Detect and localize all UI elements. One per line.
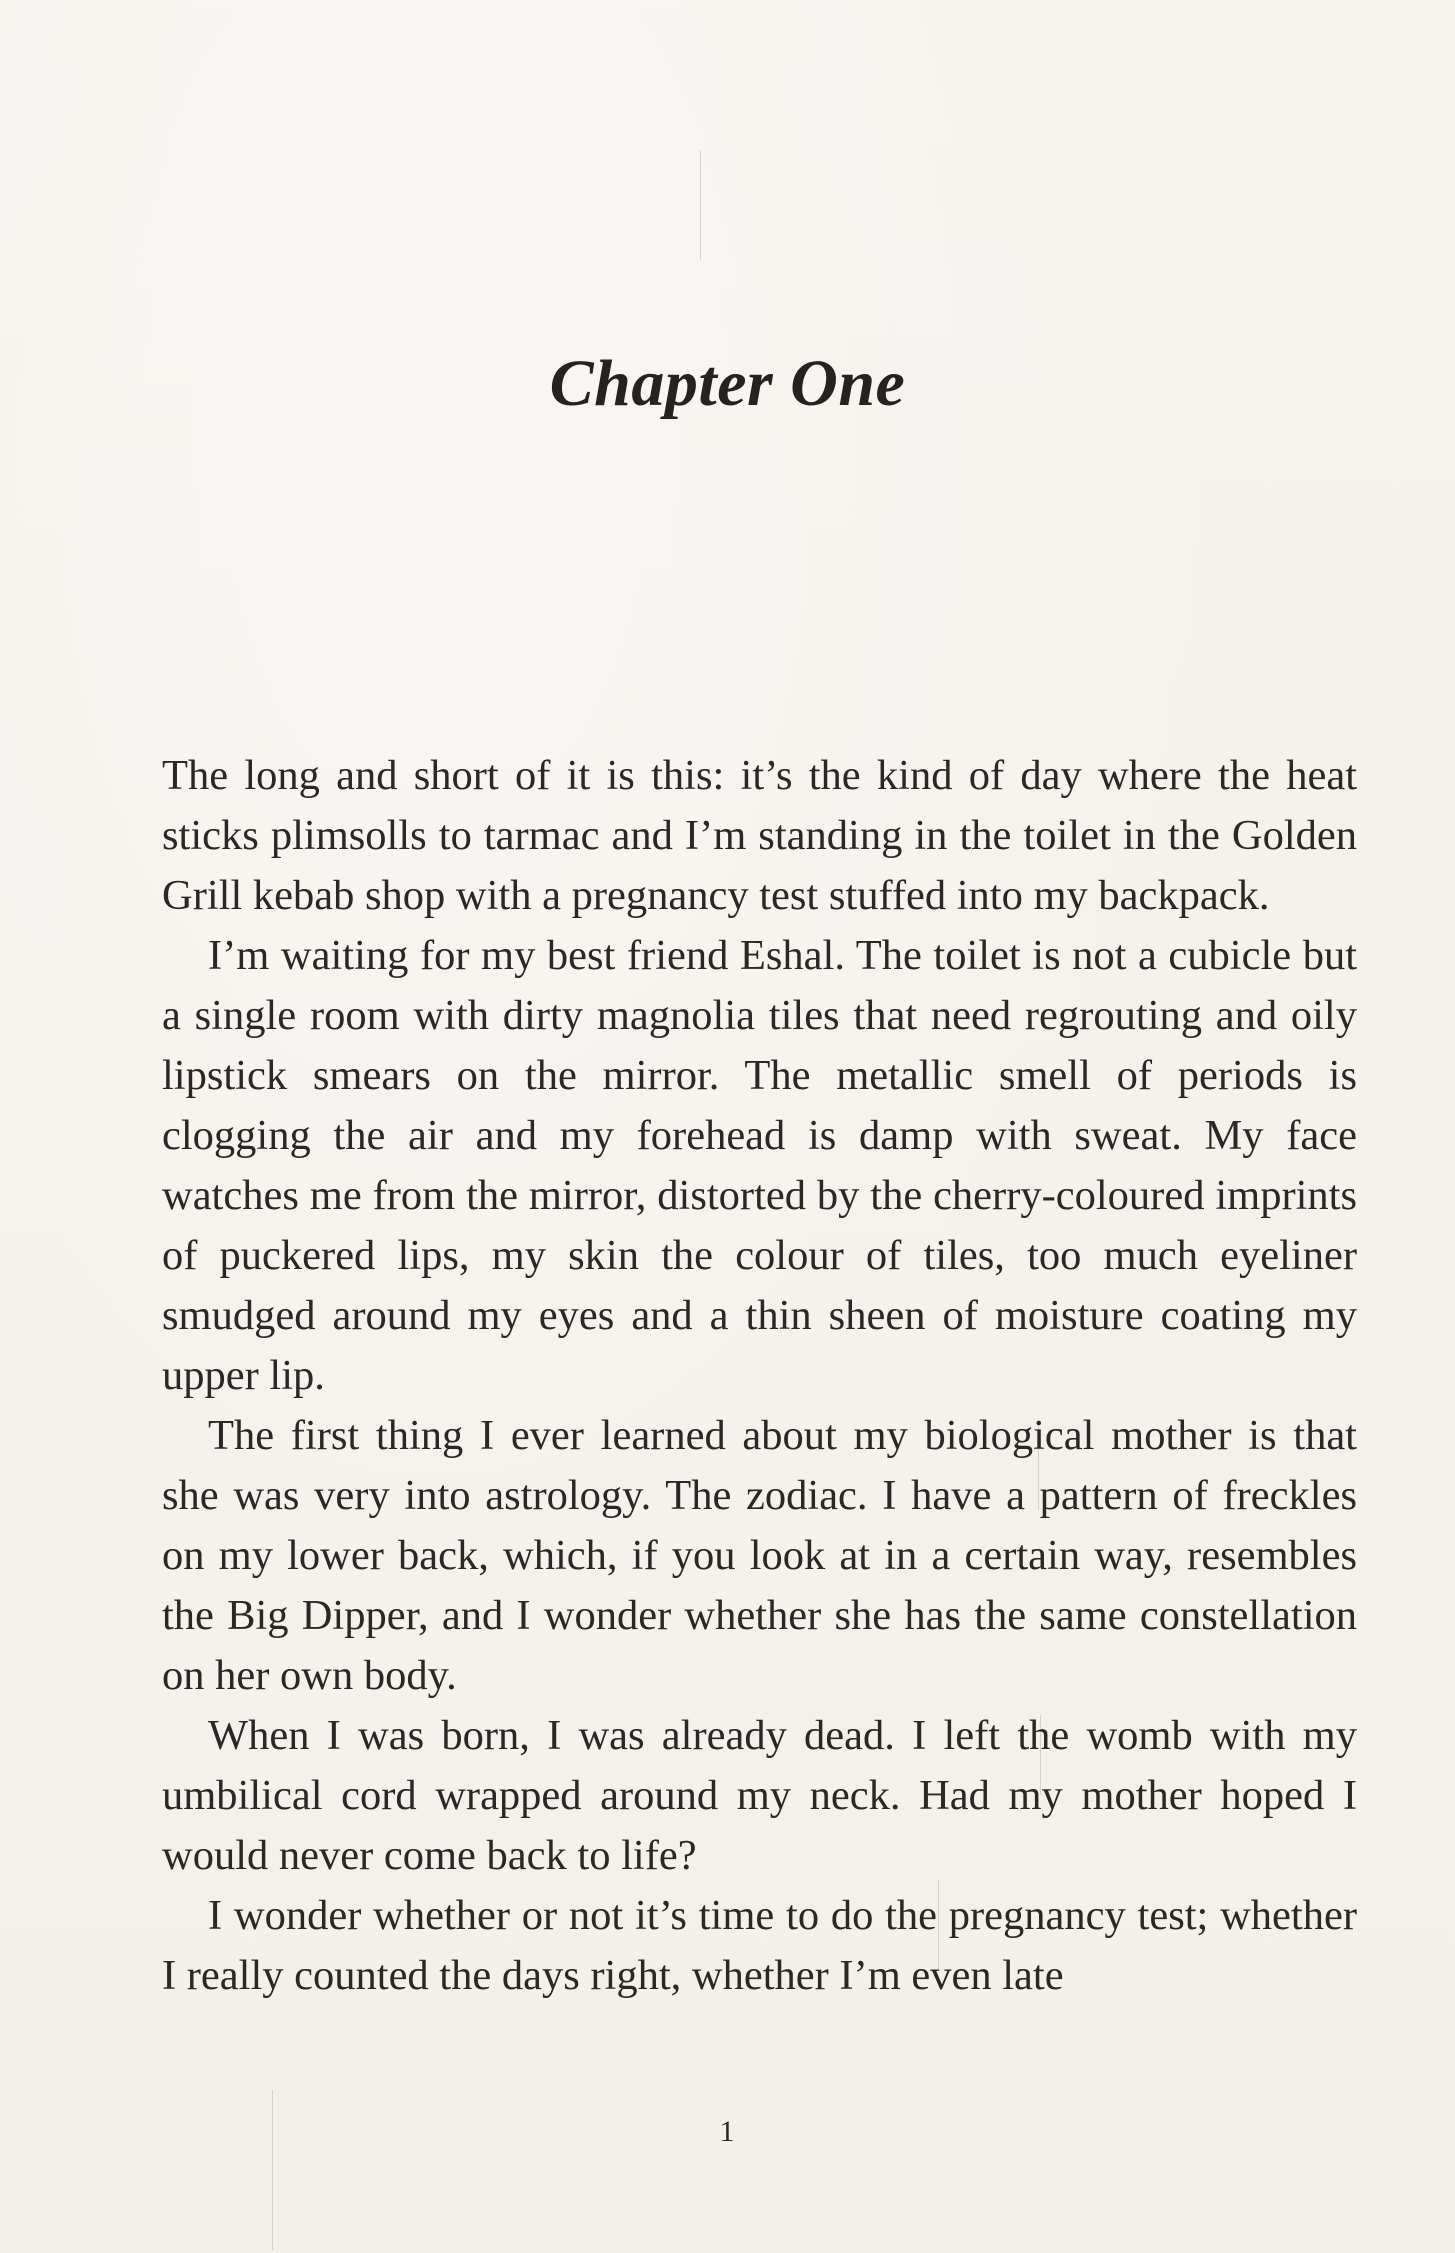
page-number: 1 (719, 2115, 736, 2148)
paragraph-4: When I was born, I was already dead. I left the womb with my umbilical cord wrapped around my neck. Had my mother hoped I would never come back to life? (162, 1712, 1357, 1879)
chapter-body (162, 746, 1357, 2006)
scan-crease-mark (700, 150, 701, 260)
paragraph-3: The first thing I ever learned about my biological mother is that she was very into astrology. The zodiac. I have a pattern of freckles on my lower back, which, if you look at in a certain way, resembles the Big Dipper, and I wonder whether she has the same constellation on her own body. (162, 1412, 1357, 1699)
chapter-title: Chapter One (549, 347, 906, 421)
paragraph-2: I’m waiting for my best friend Eshal. The toilet is not a cubicle but a single room with dirty magnolia tiles that need regrouting and oily lipstick smears on the mirror. The metallic smell of periods is clogging the air and my forehead is damp with sweat. My face watches me from the mirror, distorted by the cherry-coloured imprints of puckered lips, my skin the colour of tiles, too much eyeliner smudged around my eyes and a thin sheen of moisture coating my upper lip. (162, 932, 1357, 1399)
scan-crease-mark (272, 2090, 273, 2250)
paragraph-1: The long and short of it is this: it’s the kind of day where the heat sticks plimsolls to tarmac and I’m standing in the toilet in the Golden Grill kebab shop with a pregnancy test stuffed into my backpack. (162, 752, 1357, 919)
paragraph-5: I wonder whether or not it’s time to do the pregnancy test; whether I really counted the days right, whether I’m even late (162, 1892, 1357, 1999)
